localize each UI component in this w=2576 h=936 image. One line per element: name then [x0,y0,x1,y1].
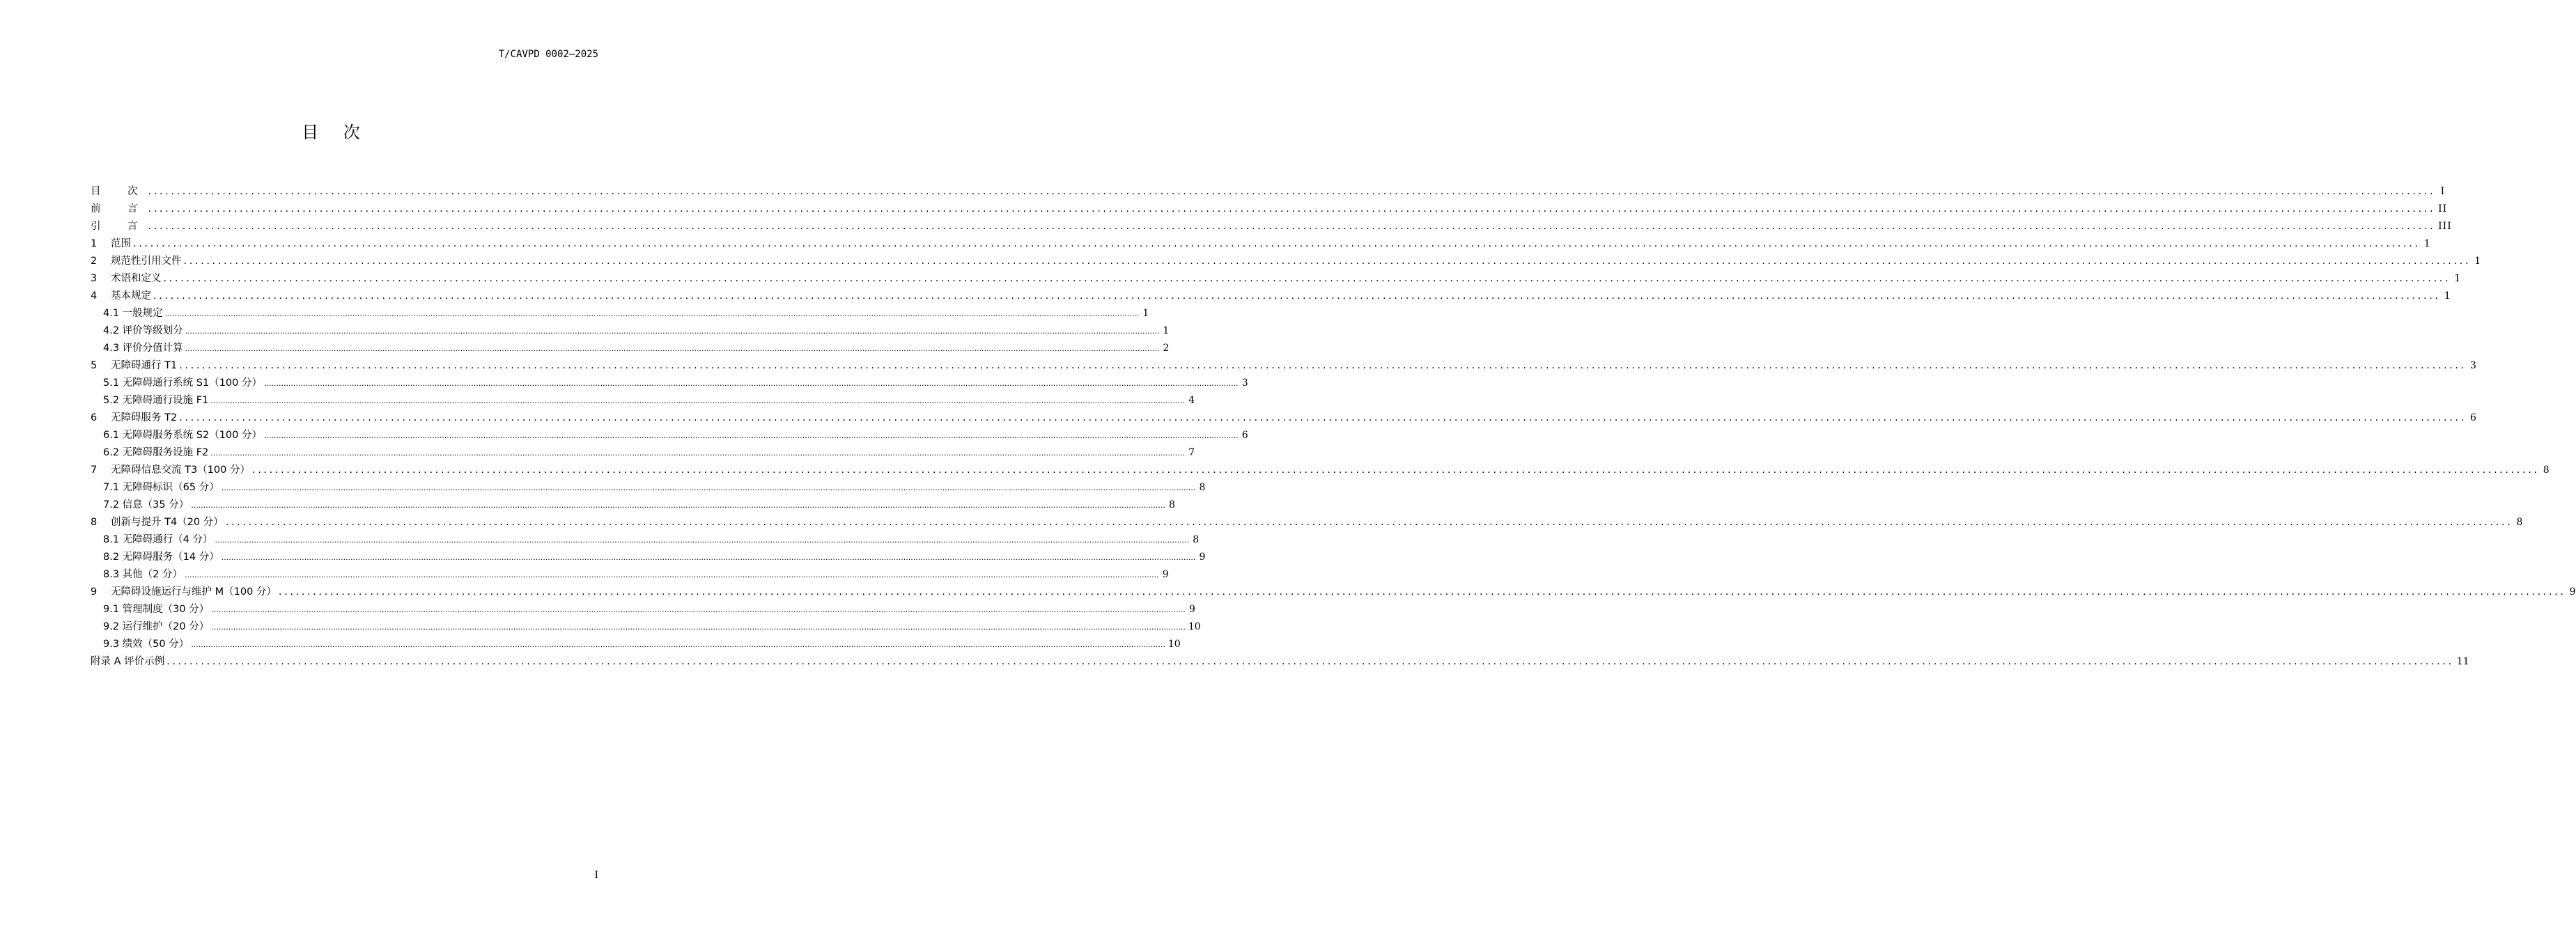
toc-entry[interactable] [91,218,2452,235]
toc-entry-text: 附录 A 评价示例 [91,656,165,667]
dot-leader: ................................................................................................................................................................................................................................................................................................................................................................................................................ [211,623,1186,632]
toc-entry-label [103,375,262,389]
dot-leader: ................................................................................................................................................................................................................................................................................................................................................................................................................ [251,465,2540,476]
toc-entry-page: 4 [1188,395,1195,406]
toc-entry[interactable] [91,566,1169,584]
toc-entry-text: 4.3 评价分值计算 [103,343,183,354]
toc-entry[interactable] [91,618,1201,636]
dot-leader: ................................................................................................................................................................................................................................................................................................................................................................................................................ [191,501,1165,510]
toc-entry[interactable] [91,305,1149,322]
toc-entry-label [91,514,224,529]
toc-entry-number: 6 [91,412,98,423]
dot-leader: ................................................................................................................................................................................................................................................................................................................................................................................................................ [163,273,2451,284]
toc-entry-page: II [2438,203,2448,214]
dot-leader: ................................................................................................................................................................................................................................................................................................................................................................................................................ [148,221,2436,232]
toc-entry-label [103,618,209,633]
toc-entry-page: 8 [1199,482,1206,493]
toc-entry[interactable] [91,357,2476,375]
toc-entry-number: 2 [91,256,98,267]
toc-entry-label [103,322,183,337]
toc-entry-label [91,653,164,668]
toc-entry-label [91,253,182,267]
toc-entry[interactable] [91,514,2523,531]
toc-entry[interactable] [91,462,2550,479]
toc-entry-text: 目 次 [91,186,146,197]
toc-entry-page: 9 [2569,586,2576,598]
toc-entry-number: 3 [91,273,98,284]
dot-leader: ................................................................................................................................................................................................................................................................................................................................................................................................................ [191,640,1165,649]
toc-entry-page: III [2438,221,2452,232]
toc-entry-label [103,392,208,407]
toc-entry-page: 1 [2454,273,2461,284]
toc-entry-page: 9 [1188,604,1195,615]
dot-leader: ................................................................................................................................................................................................................................................................................................................................................................................................................ [148,186,2436,197]
toc-entry-text: 前 言 [91,203,146,214]
toc-entry[interactable] [91,410,2476,427]
toc-entry[interactable] [91,253,2481,270]
toc-entry-number: 4 [91,290,98,302]
dot-leader: ................................................................................................................................................................................................................................................................................................................................................................................................................ [164,309,1140,318]
toc-entry-page: 1 [2423,238,2430,249]
dot-leader: ................................................................................................................................................................................................................................................................................................................................................................................................................ [179,360,2467,371]
toc-entry-page: 6 [1241,430,1248,441]
toc-entry[interactable] [91,322,1170,340]
dot-leader: ................................................................................................................................................................................................................................................................................................................................................................................................................ [179,412,2467,423]
toc-entry-label [91,584,277,598]
toc-entry-text: 9.2 运行维护（20 分） [103,621,210,632]
toc-entry-page: 2 [1163,343,1170,354]
toc-entry-page: 1 [2444,290,2451,302]
toc-entry-page: 8 [1193,534,1200,545]
toc-entry-label [103,340,183,354]
toc-entry-label [91,462,250,476]
dot-leader: ................................................................................................................................................................................................................................................................................................................................................................................................................ [185,570,1159,579]
dot-leader: ................................................................................................................................................................................................................................................................................................................................................................................................................ [211,605,1186,614]
toc-entry-text: 6.1 无障碍服务系统 S2（100 分） [103,430,262,441]
toc-entry-text: 9.3 绩效（50 分） [103,639,189,650]
toc-entry-label [103,601,209,616]
toc-entry-text: 术语和定义 [111,273,162,284]
toc-entry-text: 7.2 信息（35 分） [103,499,189,510]
toc-entry-page: 8 [2543,465,2550,476]
toc-entry[interactable] [91,201,2448,218]
dot-leader: ................................................................................................................................................................................................................................................................................................................................................................................................................ [221,483,1196,492]
dot-leader: ................................................................................................................................................................................................................................................................................................................................................................................................................ [225,517,2513,528]
toc-entry[interactable] [91,444,1195,462]
dot-leader: ................................................................................................................................................................................................................................................................................................................................................................................................................ [153,290,2441,302]
toc-entry-text: 6.2 无障碍服务设施 F2 [103,447,209,458]
toc-entry-label [91,288,151,302]
toc-entry-label [91,270,162,285]
toc-entry-page: 10 [1167,639,1181,650]
toc-entry-page: 3 [2469,360,2476,371]
dot-leader: ................................................................................................................................................................................................................................................................................................................................................................................................................ [133,238,2421,249]
toc-entry[interactable] [91,375,1248,392]
toc-entry-label [103,305,163,320]
toc-entry-page: 8 [2516,517,2523,528]
toc-entry[interactable] [91,340,1170,357]
toc-entry-label [103,444,208,459]
toc-entry-label [91,201,146,215]
toc-entry-text: 规范性引用文件 [111,256,182,267]
toc-entry-number: 8 [91,517,98,528]
toc-entry-text: 4.1 一般规定 [103,308,163,319]
toc-entry-text: 8.3 其他（2 分） [103,569,183,580]
toc-entry[interactable] [91,601,1195,618]
toc-entry[interactable] [91,427,1248,444]
toc-entry-page: 1 [1163,325,1170,336]
page-title: 目 次 [302,123,370,142]
toc-entry[interactable] [91,392,1195,410]
toc-entry-label [103,636,189,650]
toc-entry-label [91,218,146,233]
dot-leader: ................................................................................................................................................................................................................................................................................................................................................................................................................ [183,256,2472,267]
dot-leader: ................................................................................................................................................................................................................................................................................................................................................................................................................ [264,379,1239,388]
dot-leader: ................................................................................................................................................................................................................................................................................................................................................................................................................ [264,431,1239,440]
dot-leader: ................................................................................................................................................................................................................................................................................................................................................................................................................ [215,536,1190,545]
toc-entry[interactable] [91,497,1175,514]
toc-entry-text: 4.2 评价等级划分 [103,325,183,336]
toc-entry-text: 创新与提升 T4（20 分） [111,517,224,528]
table-of-contents [91,183,2576,671]
toc-entry-label [103,497,189,511]
toc-entry-page: 10 [1188,621,1201,632]
toc-entry-text: 范围 [111,238,131,249]
dot-leader: ................................................................................................................................................................................................................................................................................................................................................................................................................ [185,344,1160,353]
toc-entry[interactable] [91,531,1200,549]
toc-entry-text: 无障碍通行 T1 [111,360,178,371]
dot-leader: ................................................................................................................................................................................................................................................................................................................................................................................................................ [210,396,1185,405]
dot-leader: ................................................................................................................................................................................................................................................................................................................................................................................................................ [210,448,1185,458]
toc-entry-page: 9 [1162,569,1169,580]
toc-entry-text: 8.1 无障碍通行（4 分） [103,534,213,545]
document-code: T/CAVPD 0002—2025 [498,49,598,60]
toc-entry-label [103,479,219,494]
toc-entry[interactable] [91,270,2461,288]
toc-entry-page: 1 [2474,256,2481,267]
toc-entry-page: 11 [2456,656,2469,667]
toc-entry-page: 8 [1168,499,1175,510]
toc-entry-text: 无障碍服务 T2 [111,412,178,423]
toc-entry-page: 9 [1199,552,1206,563]
toc-entry-page: I [2440,186,2446,197]
toc-entry-label [91,183,146,198]
toc-entry-number: 1 [91,238,98,249]
toc-entry-label [91,357,177,372]
toc-entry-label [91,410,177,424]
toc-entry[interactable] [91,288,2451,305]
toc-entry-label [103,531,213,546]
toc-entry-number: 5 [91,360,98,371]
toc-entry-number: 9 [91,586,98,598]
toc-entry-text: 无障碍信息交流 T3（100 分） [111,465,250,476]
toc-entry-page: 1 [1142,308,1149,319]
toc-entry-text: 9.1 管理制度（30 分） [103,604,210,615]
dot-leader: ................................................................................................................................................................................................................................................................................................................................................................................................................ [148,203,2436,214]
toc-entry-number: 7 [91,465,98,476]
toc-entry-text: 7.1 无障碍标识（65 分） [103,482,219,493]
toc-entry-label [103,566,183,581]
toc-entry-text: 8.2 无障碍服务（14 分） [103,552,219,563]
toc-entry[interactable] [91,183,2446,201]
toc-entry-text: 基本规定 [111,290,151,302]
toc-entry[interactable] [91,235,2430,253]
toc-entry[interactable] [91,584,2576,601]
toc-entry-page: 3 [1241,377,1248,389]
dot-leader: ................................................................................................................................................................................................................................................................................................................................................................................................................ [185,327,1160,336]
toc-entry[interactable] [91,549,1206,566]
toc-entry-label [91,235,131,250]
toc-entry[interactable] [91,653,2469,671]
toc-entry[interactable] [91,479,1206,497]
dot-leader: ................................................................................................................................................................................................................................................................................................................................................................................................................ [166,656,2454,667]
toc-entry-page: 7 [1188,447,1195,458]
toc-entry[interactable] [91,636,1181,653]
toc-entry-text: 5.2 无障碍通行设施 F1 [103,395,209,406]
toc-entry-label [103,427,262,442]
toc-entry-label [103,549,219,563]
toc-entry-text: 无障碍设施运行与维护 M（100 分） [111,586,277,598]
page-number: I [594,870,598,881]
toc-entry-text: 5.1 无障碍通行系统 S1（100 分） [103,377,262,389]
toc-entry-text: 引 言 [91,221,146,232]
dot-leader: ................................................................................................................................................................................................................................................................................................................................................................................................................ [278,586,2566,598]
toc-entry-page: 6 [2469,412,2476,423]
dot-leader: ................................................................................................................................................................................................................................................................................................................................................................................................................ [221,553,1196,562]
